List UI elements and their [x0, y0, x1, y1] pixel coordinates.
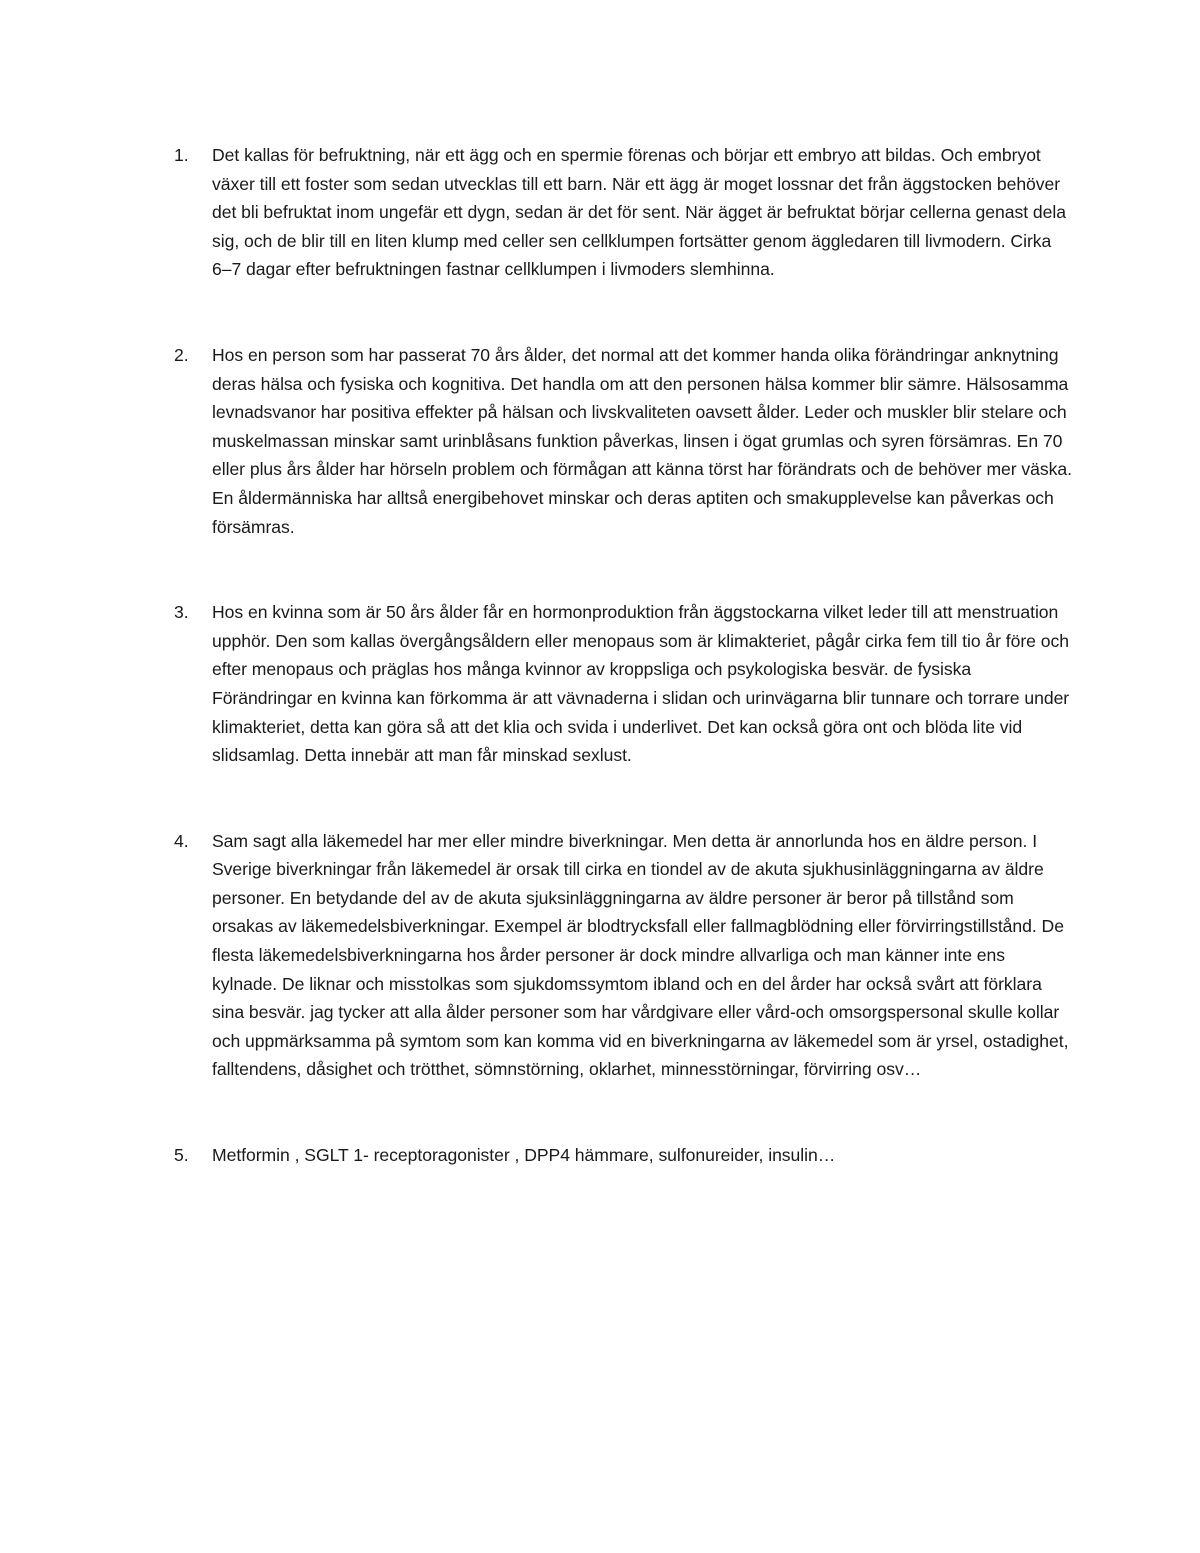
list-item — [174, 827, 1074, 1084]
list-item — [174, 141, 1074, 284]
numbered-list — [174, 141, 1074, 1170]
list-item-text: Hos en person som har passerat 70 års ålder, det normal att det kommer handa olika förändringar anknytning deras hälsa och fysiska och kognitiva. Det handla om att den personen hälsa kommer blir sämre. Hälsosamma levnadsvanor har positiva effekter på hälsan och livskvaliteten oavsett ålder. Leder och muskler blir stelare och muskelmassan minskar samt urinblåsans funktion påverkas, linsen i ögat grumlas och syren försämras. En 70 eller plus års ålder har hörseln problem och förmågan att känna törst har förändrats och de behöver mer väska. En åldermänniska har alltså energibehovet minskar och deras aptiten och smakupplevelse kan påverkas och försämras. — [212, 344, 1072, 537]
list-item — [174, 598, 1074, 770]
list-item-text: Sam sagt alla läkemedel har mer eller mindre biverkningar. Men detta är annorlunda hos en äldre person. I Sverige biverkningar från läkemedel är orsak till cirka en tiondel av de akuta sjukhusinläggningarna av äldre personer. En betydande del av de akuta sjuksinläggningarna av äldre personer är beror på tillstånd som orsakas av läkemedelsbiverkningar. Exempel är blodtrycksfall eller fallmagblödning eller förvirringstillstånd. De flesta läkemedelsbiverkningarna hos årder personer är dock mindre allvarliga och man känner inte ens kylnade. De liknar och misstolkas som sjukdomssymtom ibland och en del årder har också svårt att förklara sina besvär. jag tycker att alla ålder personer som har vårdgivare eller vård-och omsorgspersonal skulle kollar och uppmärksamma på symtom som kan komma vid en biverkningarna av läkemedel som är yrsel, ostadighet, falltendens, dåsighet och trötthet, sömnstörning, oklarhet, minnesstörningar, förvirring osv… — [212, 830, 1069, 1080]
list-item-text: Hos en kvinna som är 50 års ålder får en hormonproduktion från äggstockarna vilket leder till att menstruation upphör. Den som kallas övergångsåldern eller menopaus som är klimakteriet, pågår cirka fem till tio år före och efter menopaus och präglas hos många kvinnor av kroppsliga och psykologiska besvär. de fysiska Förändringar en kvinna kan förkomma är att vävnaderna i slidan och urinvägarna blir tunnare och torrare under klimakteriet, detta kan göra så att det klia och svida i underlivet. Det kan också göra ont och blöda lite vid slidsamlag. Detta innebär att man får minskad sexlust. — [212, 602, 1070, 766]
list-item-number: 5. — [174, 1145, 189, 1166]
list-item-number: 3. — [174, 602, 189, 623]
list-item-number: 1. — [174, 145, 189, 165]
list-item — [174, 341, 1074, 541]
list-item-number: 4. — [174, 830, 189, 851]
list-item-text: Det kallas för befruktning, när ett ägg och en spermie förenas och börjar ett embryo att bildas. Och embryot växer till ett foster som sedan utvecklas till ett barn. När ett ägg är moget lossnar det från äggstocken behöver det bli befruktat inom ungefär ett dygn, sedan är det för sent. När ägget är befruktat börjar cellerna genast dela sig, och de blir till en liten klump med celler sen cellklumpen fortsätter genom äggledaren till livmodern. Cirka 6–7 dagar efter befruktningen fastnar cellklumpen i livmoders slemhinna. — [212, 145, 1066, 280]
list-item-text: Metformin , SGLT 1- receptoragonister , DPP4 hämmare, sulfonureider, insulin… — [212, 1145, 836, 1166]
list-item — [174, 1141, 1074, 1170]
list-item-number: 2. — [174, 344, 189, 365]
